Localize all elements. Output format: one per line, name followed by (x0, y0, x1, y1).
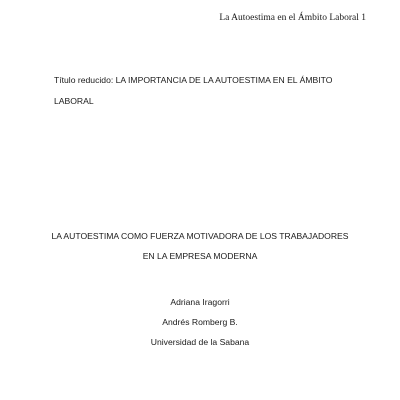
short-title (54, 70, 354, 112)
institution-name: Universidad de la Sabana (150, 337, 250, 347)
paper-title-line-1: LA AUTOESTIMA COMO FUERZA MOTIVADORA DE LOS TRABAJADORES (51, 231, 349, 241)
paper-title-line-2: EN LA EMPRESA MODERNA (142, 251, 258, 261)
short-title-line-2: LABORAL (54, 96, 94, 106)
author-name-2: Andrés Romberg B. (162, 317, 238, 327)
short-title-line-1: Título reducido: LA IMPORTANCIA DE LA AUTOESTIMA EN EL ÁMBITO (54, 75, 333, 85)
paper-title (0, 226, 400, 266)
running-head: La Autoestima en el Ámbito Laboral 1 (219, 13, 366, 23)
author-name-1: Adriana Iragorri (170, 297, 230, 307)
byline (0, 292, 400, 352)
